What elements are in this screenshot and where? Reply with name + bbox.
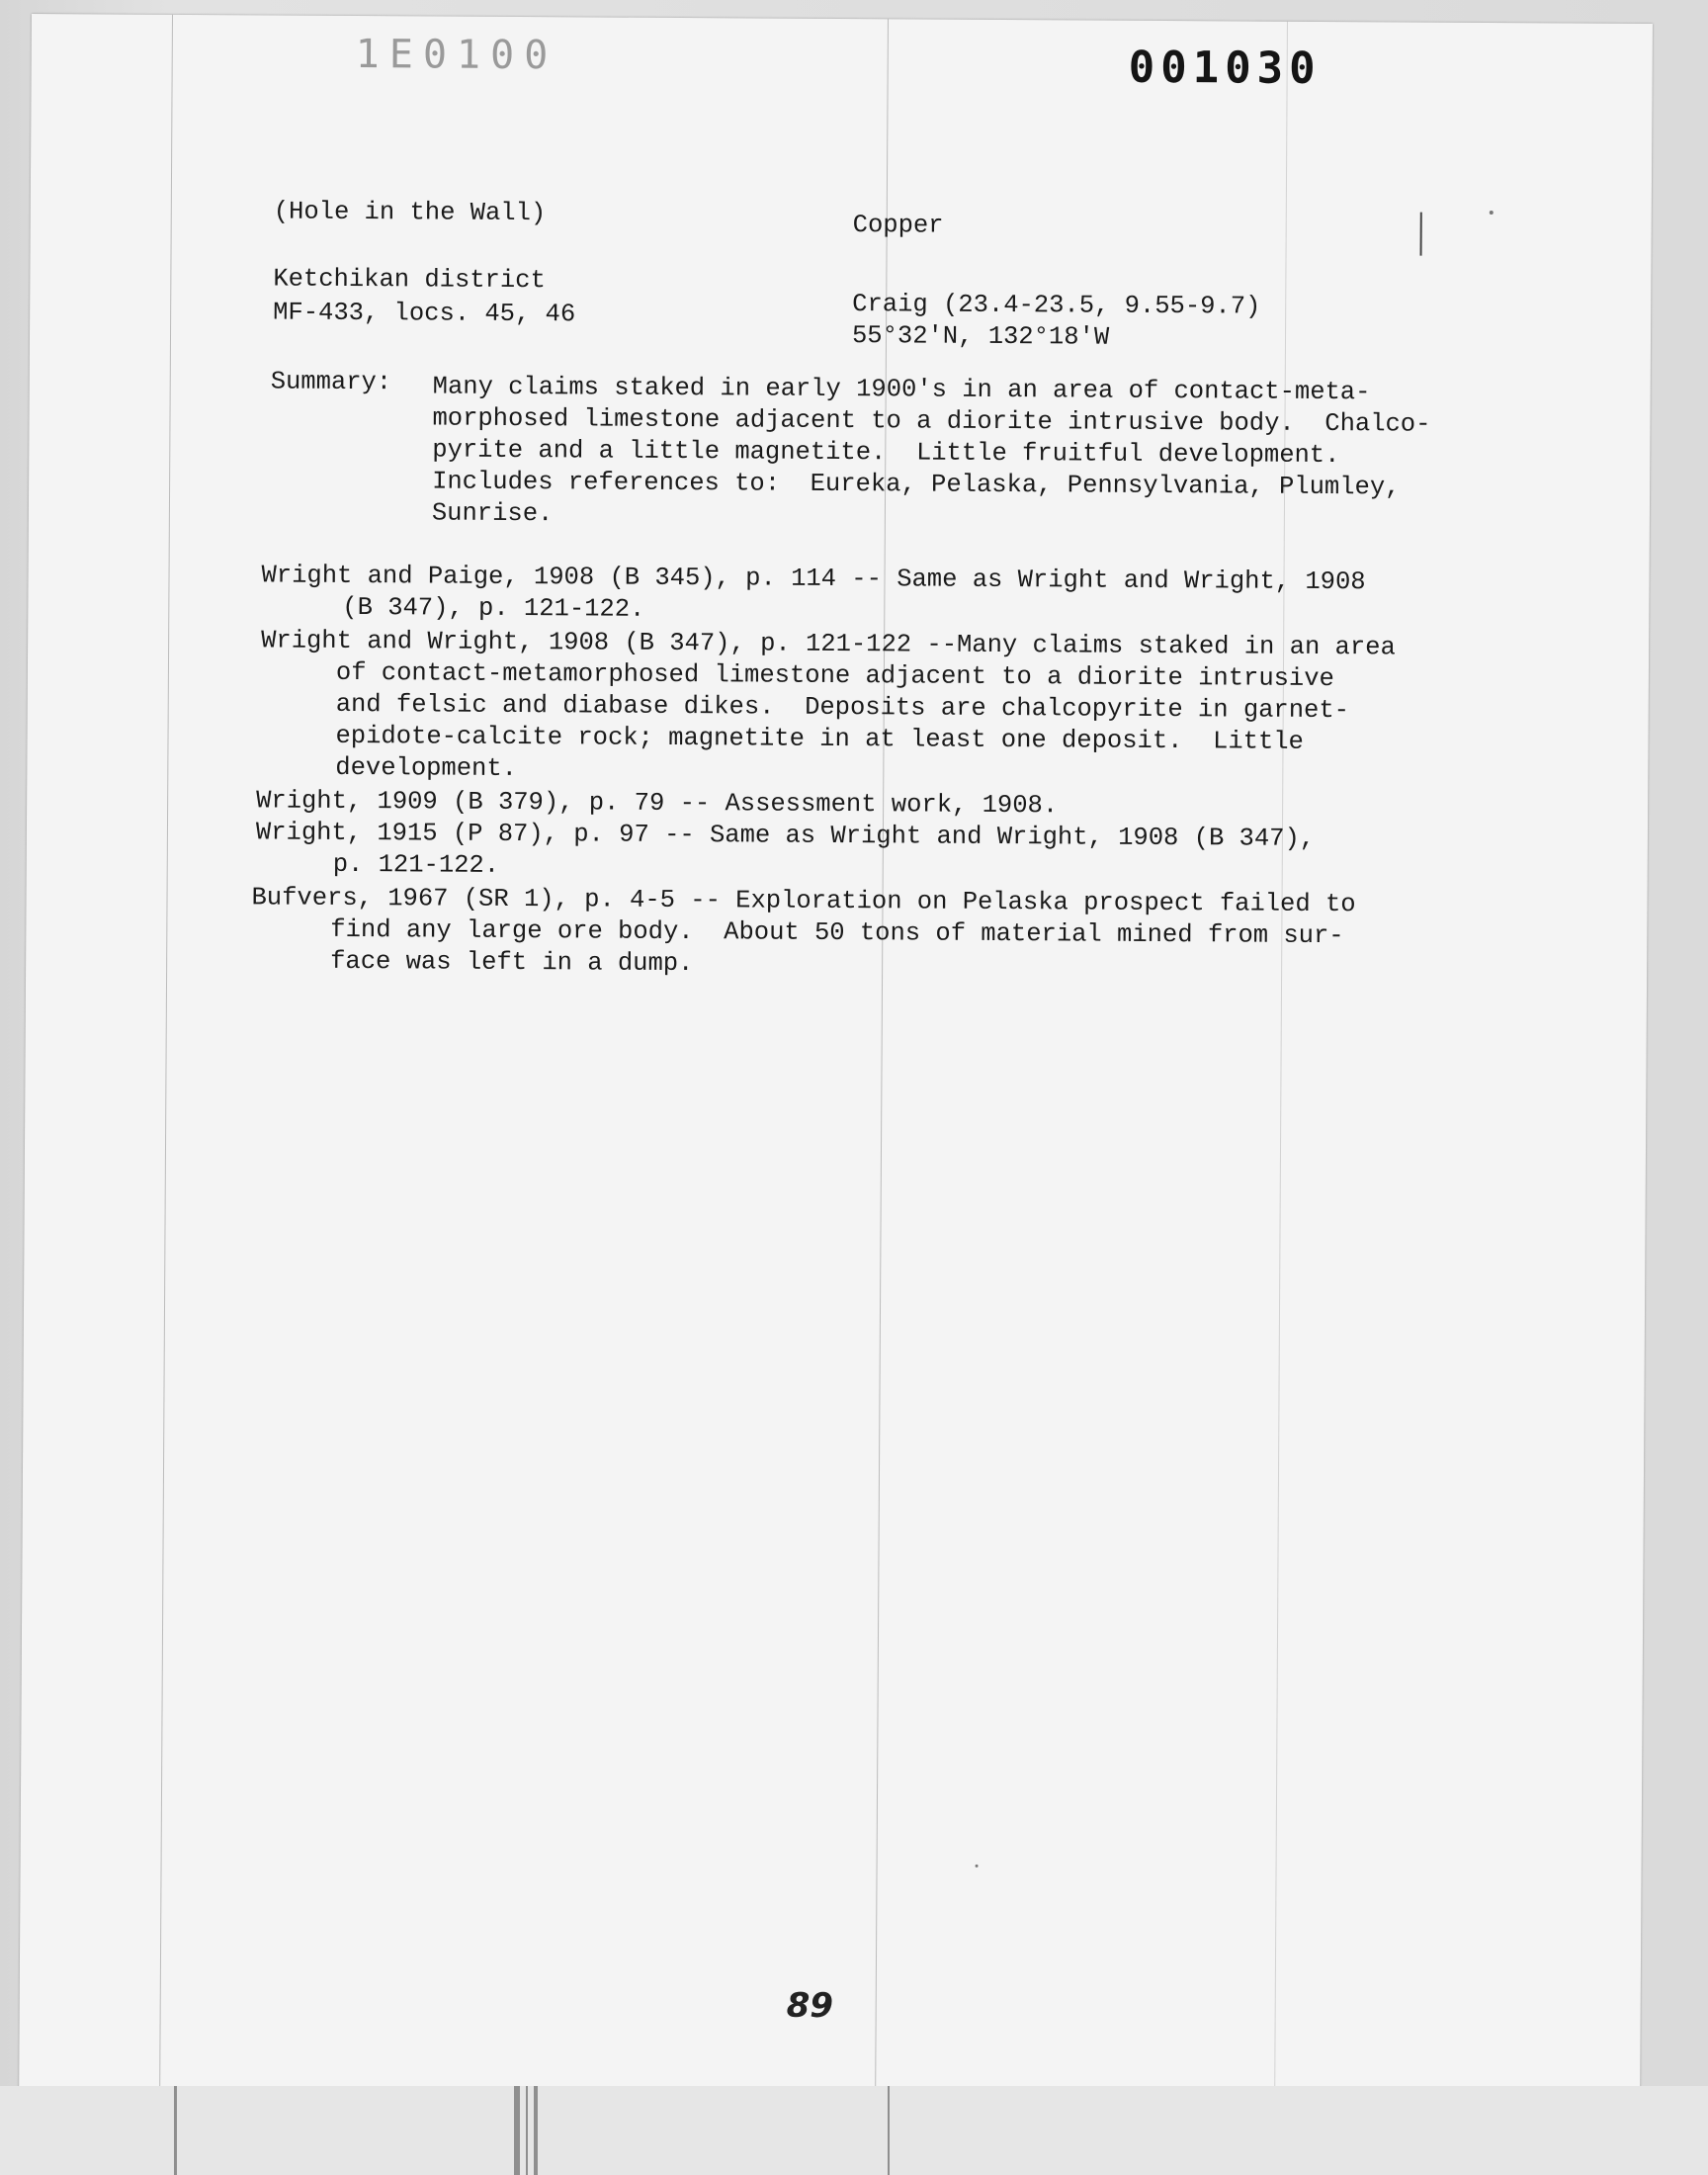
reference-line: Bufvers, 1967 (SR 1), p. 4-5 -- Exploration on Pelaska prospect failed to xyxy=(251,883,1356,919)
stamp-top-left: 1E0100 xyxy=(355,32,558,79)
scan-bottom-band xyxy=(0,2086,1708,2175)
scan-artifact xyxy=(514,2086,520,2175)
reference-line: epidote-calcite rock; magnetite in at least one deposit. Little xyxy=(335,721,1304,756)
margin-dot xyxy=(1490,211,1494,215)
summary-line: morphosed limestone adjacent to a diorite intrusive body. Chalco- xyxy=(432,403,1431,439)
reference-line: face was left in a dump. xyxy=(330,946,694,979)
commodity: Copper xyxy=(852,211,944,240)
reference-line: p. 121-122. xyxy=(332,849,500,880)
summary-line: pyrite and a little magnetite. Little fruitful development. xyxy=(432,435,1340,471)
reference-line: Wright and Paige, 1908 (B 345), p. 114 -- Same as Wright and Wright, 1908 xyxy=(261,561,1366,597)
scan-artifact xyxy=(534,2086,538,2175)
page-fold-line xyxy=(1274,22,1288,2098)
page-fold-line xyxy=(159,15,173,2091)
reference-line: Wright and Wright, 1908 (B 347), p. 121-122 --Many claims staked in an area xyxy=(261,626,1396,662)
summary-line: Sunrise. xyxy=(431,498,554,529)
summary-line: Includes references to: Eureka, Pelaska, Pennsylvania, Plumley, xyxy=(432,467,1401,502)
scan-artifact xyxy=(174,2086,177,2175)
reference-line: of contact-metamorphosed limestone adjacent to a diorite intrusive xyxy=(335,657,1334,694)
reference-line: find any large ore body. About 50 tons of material mined from sur- xyxy=(330,914,1344,951)
speck xyxy=(976,1865,979,1868)
stamp-top-right: 001030 xyxy=(1128,42,1322,94)
reference-line: development. xyxy=(335,752,518,784)
quadrangle: Craig (23.4-23.5, 9.55-9.7) xyxy=(852,290,1261,321)
scan-artifact xyxy=(526,2086,528,2175)
map-reference: MF-433, locs. 45, 46 xyxy=(273,298,576,329)
coordinates: 55°32'N, 132°18'W xyxy=(851,321,1110,352)
summary-label: Summary: xyxy=(270,367,392,397)
document-page xyxy=(19,14,1653,2100)
reference-line: (B 347), p. 121-122. xyxy=(342,592,645,624)
page-number: 89 xyxy=(786,1985,834,2026)
reference-line: Wright, 1915 (P 87), p. 97 -- Same as Wright and Wright, 1908 (B 347), xyxy=(255,818,1316,853)
scan-artifact xyxy=(888,2086,890,2175)
deposit-name: (Hole in the Wall) xyxy=(273,197,547,228)
district: Ketchikan district xyxy=(273,264,546,296)
reference-line: and felsic and diabase dikes. Deposits are chalcopyrite in garnet- xyxy=(335,689,1350,726)
summary-line: Many claims staked in early 1900's in an area of contact-meta- xyxy=(432,372,1371,407)
margin-mark xyxy=(1420,213,1422,256)
reference-line: Wright, 1909 (B 379), p. 79 -- Assessment work, 1908. xyxy=(256,786,1059,821)
